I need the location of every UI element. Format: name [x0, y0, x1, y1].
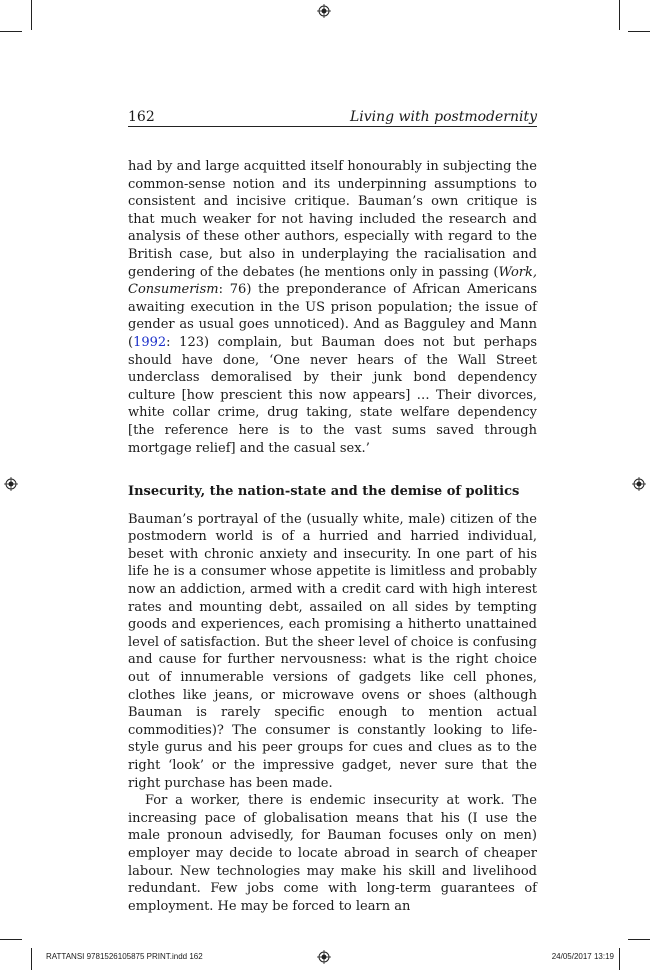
- body-text: [128, 158, 537, 915]
- registration-mark-icon: [632, 477, 646, 491]
- date-stamp: 24/05/2017 13:19: [551, 952, 614, 961]
- section-heading: Insecurity, the nation-state and the demise of politics: [128, 484, 520, 500]
- page-header: [128, 108, 537, 127]
- registration-mark-icon: [317, 4, 331, 18]
- crop-mark: [31, 0, 32, 30]
- registration-mark-icon: [4, 477, 18, 491]
- crop-mark: [628, 31, 650, 32]
- crop-mark: [0, 939, 22, 940]
- crop-mark: [619, 948, 620, 970]
- paragraph: For a worker, there is endemic insecurity at work. The increasing pace of globalisation means that his (I use the male pronoun advisedly, for Bauman focuses only on men) employer may decide to locate abroad in search of cheaper labour. New technologies may make his skill and livelihood redundant. Few jobs come with long-term guarantees of employment. He may be forced to learn an: [128, 793, 537, 914]
- citation-title: Work, Consumerism: [128, 264, 537, 298]
- citation-link[interactable]: 1992: [133, 334, 167, 350]
- paragraph: had by and large acquitted itself honourably in subjecting the common-sense notion and its underpinning assumptions to consistent and incisive critique. Bauman’s own critique is that much weaker for not having included the research and analysis of these other authors, especially with regard to the British case, but also in underplaying the racialisation and gendering of the debates (he mentions only in passing (Work, Consumerism: 76) the preponderance of African Americans awaiting execution in the US prison population; the issue of gender as usual goes unnoticed). And as Bagguley and Mann (1992: 123) complain, but Bauman does not but perhaps should have done, ‘One never hears of the Wall Street underclass demoralised by their junk bond dependency culture [how prescient this now appears] … Their divorces, white collar crime, drug taking, state welfare dependency [the reference here is to the vast sums saved through mortgage relief] and the casual sex.’: [128, 159, 537, 456]
- file-slug: RATTANSI 9781526105875 PRINT.indd 162: [46, 952, 203, 961]
- print-slug: [46, 952, 614, 964]
- crop-mark: [619, 0, 620, 30]
- crop-mark: [31, 948, 32, 970]
- page-number: 162: [128, 109, 155, 125]
- crop-mark: [0, 31, 22, 32]
- crop-mark: [628, 939, 650, 940]
- running-head: Living with postmodernity: [349, 109, 537, 125]
- paragraph: Bauman’s portrayal of the (usually white, male) citizen of the postmodern world is of a hurried and harried individual, beset with chronic anxiety and insecurity. In one part of his life he is a consumer whose appetite is limitless and probably now an addiction, armed with a credit card with high interest rates and mounting debt, assailed on all sides by tempting goods and experiences, each promising a hitherto unattained level of satisfaction. But the sheer level of choice is confusing and cause for further nervousness: what is the right choice out of innumerable versions of gadgets like cell phones, clothes like jeans, or microwave ovens or shoes (although Bauman is rarely specific enough to mention actual commodities)? The consumer is constantly looking to life-style gurus and his peer groups for cues and clues as to the right ‘look’ or the impressive gadget, never sure that the right purchase has been made.: [128, 511, 537, 791]
